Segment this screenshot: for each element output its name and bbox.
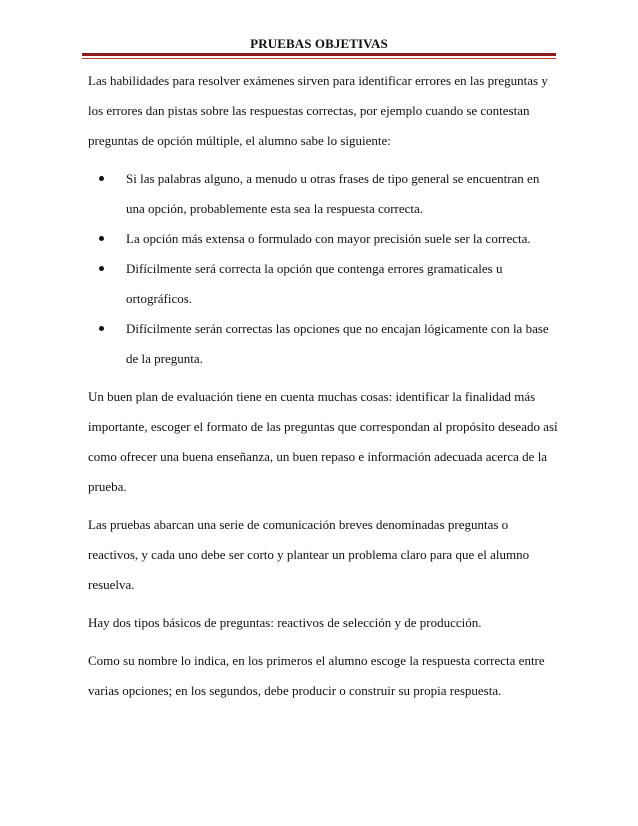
bullet-text: Difícilmente será correcta la opción que contenga errores gramaticales u ortográficos. — [126, 261, 503, 306]
paragraph-question-types: Hay dos tipos básicos de preguntas: reactivos de selección y de producción. — [88, 615, 482, 630]
list-item — [88, 224, 558, 254]
paragraph-type-explanation: Como su nombre lo indica, en los primeros el alumno escoge la respuesta correcta entre varias opciones; en los segundos, debe producir o construir su propia respuesta. — [88, 653, 545, 698]
paragraph-evaluation-plan: Un buen plan de evaluación tiene en cuenta muchas cosas: identificar la finalidad más importante, escoger el formato de las preguntas que correspondan al propósito deseado así como ofrecer una buena enseñanza, un buen repaso e información adecuada acerca de la prueba. — [88, 389, 558, 494]
bullet-text: Si las palabras alguno, a menudo u otras frases de tipo general se encuentran en una opción, probablemente esta sea la respuesta correcta. — [126, 171, 540, 216]
list-item — [88, 164, 558, 224]
bullet-text: La opción más extensa o formulado con mayor precisión suele ser la correcta. — [126, 231, 531, 246]
paragraph-intro: Las habilidades para resolver exámenes sirven para identificar errores en las preguntas y los errores dan pistas sobre las respuestas correctas, por ejemplo cuando se contestan preguntas de opción múltiple, el alumno sabe lo siguiente: — [88, 73, 548, 148]
bullet-icon — [99, 236, 104, 241]
paragraph-test-description: Las pruebas abarcan una serie de comunicación breves denominadas preguntas o reactivos, y cada uno debe ser corto y plantear un problema claro para que el alumno resuelva. — [88, 517, 530, 592]
bullet-list — [88, 164, 558, 374]
bullet-icon — [99, 176, 104, 181]
page-title: PRUEBAS OBJETIVAS — [250, 36, 388, 51]
bullet-text: Difícilmente serán correctas las opciones que no encajan lógicamente con la base de la pregunta. — [126, 321, 549, 366]
list-item — [88, 254, 558, 314]
bullet-icon — [99, 326, 104, 331]
header-rule-thin — [82, 58, 556, 59]
document-body — [88, 66, 558, 714]
list-item — [88, 314, 558, 374]
bullet-icon — [99, 266, 104, 271]
header-rule-thick — [82, 53, 556, 56]
